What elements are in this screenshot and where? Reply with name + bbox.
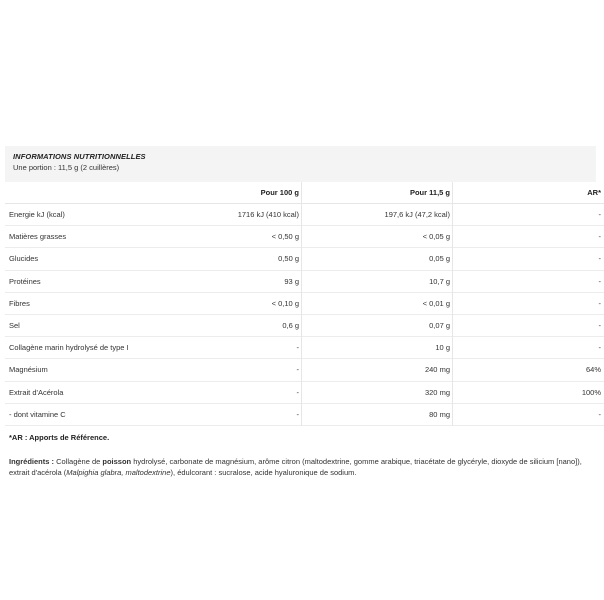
table-row (5, 314, 604, 336)
value-portion: 80 mg (302, 403, 453, 425)
nutrition-header (5, 146, 596, 182)
nutrient-name: Matières grasses (9, 232, 67, 242)
value-portion: 197,6 kJ (47,2 kcal) (302, 204, 453, 226)
value-per100: - (154, 403, 302, 425)
value-portion: 240 mg (302, 359, 453, 381)
nutrient-name: Sel (9, 321, 20, 331)
ingredients-part-3: ), édulcorant : sucralose, acide hyaluronique de sodium. (170, 467, 357, 477)
value-per100: 0,50 g (154, 248, 302, 270)
value-ar: - (598, 298, 601, 308)
ingredients-allergen: poisson (102, 456, 132, 466)
ingredients-botanical: Malpighia glabra, maltodextrine (66, 467, 171, 477)
value-portion: 10 g (302, 337, 453, 359)
nutrient-name: - dont vitamine C (9, 409, 66, 419)
value-per100: - (154, 337, 302, 359)
table-row (5, 359, 604, 381)
value-ar: 64% (585, 365, 601, 375)
table-row (5, 270, 604, 292)
value-per100: - (154, 381, 302, 403)
nutrient-name: Energie kJ (kcal) (9, 210, 65, 220)
value-ar: - (598, 276, 601, 286)
value-ar: - (598, 232, 601, 242)
table-row (5, 337, 604, 359)
nutrient-name: Protéines (9, 276, 41, 286)
nutrition-title: INFORMATIONS NUTRITIONNELLES (13, 152, 146, 161)
value-per100: 93 g (154, 270, 302, 292)
column-header-per100: Pour 100 g (154, 182, 302, 204)
value-ar: - (598, 409, 601, 419)
portion-info: Une portion : 11,5 g (2 cuillères) (13, 163, 120, 172)
value-per100: 1716 kJ (410 kcal) (154, 204, 302, 226)
value-portion: 0,07 g (302, 314, 453, 336)
value-ar: - (598, 254, 601, 264)
nutrient-name: Fibres (9, 298, 30, 308)
nutrient-name: Collagène marin hydrolysé de type I (9, 343, 129, 353)
value-ar: - (598, 321, 601, 331)
table-row (5, 204, 604, 226)
value-per100: 0,6 g (154, 314, 302, 336)
value-portion: 320 mg (302, 381, 453, 403)
table-header-row (5, 182, 604, 204)
nutrition-table (5, 182, 604, 426)
reference-footnote: *AR : Apports de Référence. (9, 432, 110, 442)
table-row (5, 226, 604, 248)
ingredients-part-1: Collagène de (54, 456, 103, 466)
value-portion: < 0,01 g (302, 292, 453, 314)
value-ar: - (598, 343, 601, 353)
value-per100: - (154, 359, 302, 381)
value-ar: 100% (581, 387, 601, 397)
table-row (5, 248, 604, 270)
value-per100: < 0,10 g (154, 292, 302, 314)
value-portion: 0,05 g (302, 248, 453, 270)
value-per100: < 0,50 g (154, 226, 302, 248)
column-header-portion: Pour 11,5 g (302, 182, 453, 204)
ingredients-label: Ingrédients : (9, 456, 55, 466)
column-header-ar: AR* (453, 182, 604, 204)
table-row (5, 292, 604, 314)
nutrient-name: Extrait d'Acérola (9, 387, 64, 397)
value-ar: - (598, 210, 601, 220)
value-portion: 10,7 g (302, 270, 453, 292)
nutrition-panel (5, 146, 601, 478)
value-portion: < 0,05 g (302, 226, 453, 248)
column-header-name (5, 182, 154, 204)
nutrient-name: Magnésium (9, 365, 48, 375)
nutrient-name: Glucides (9, 254, 39, 264)
table-row (5, 403, 604, 425)
ingredients-text (5, 456, 594, 478)
ingredients-part-2: hydrolysé, carbonate de magnésium, arôme citron (maltodextrine, gomme arabique, triacétate de glycéryle, dioxyde de silicium [nano]), extrait d'acérola ( (9, 456, 582, 477)
table-row (5, 381, 604, 403)
